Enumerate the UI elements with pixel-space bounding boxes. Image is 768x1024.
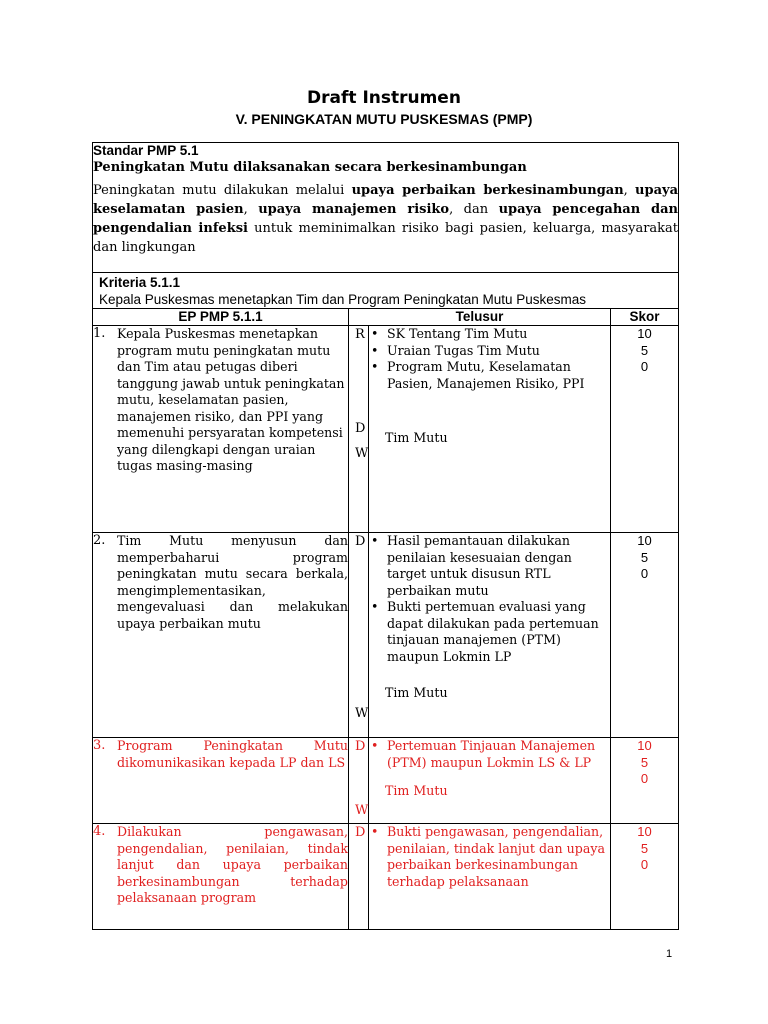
score-value: 10 <box>637 533 652 548</box>
document-title: Draft Instrumen <box>307 88 461 108</box>
list-item: • Program Mutu, Keselamatan Pasien, Manajemen Risiko, PPI <box>371 359 585 391</box>
code-cell <box>349 533 369 738</box>
bullet-icon: • <box>371 599 379 614</box>
code-cell <box>349 326 369 533</box>
score-value: 5 <box>640 754 649 770</box>
col-header-telusur: Telusur <box>349 309 611 326</box>
bullet-icon: • <box>371 824 379 839</box>
table-row <box>93 326 679 533</box>
skor-cell <box>611 824 679 930</box>
table-row <box>93 824 679 930</box>
code-cell <box>349 824 369 930</box>
document-subtitle: V. PENINGKATAN MUTU PUSKESMAS (PMP) <box>235 111 533 127</box>
bullet-icon: • <box>371 359 379 374</box>
kriteria-label: Kriteria 5.1.1 <box>99 275 181 290</box>
score-value: 0 <box>640 359 649 374</box>
code-label: D <box>355 421 366 436</box>
standar-cell <box>93 143 679 273</box>
table-row <box>93 533 679 738</box>
ep-number: 2. <box>93 533 106 548</box>
code-label: R <box>355 327 365 342</box>
kriteria-text: Kepala Puskesmas menetapkan Tim dan Program Peningkatan Mutu Puskesmas <box>99 292 587 307</box>
ep-text: Tim Mutu menyusun dan memperbaharui program peningkatan mutu secara berkala, mengimplementasikan, mengevaluasi dan melakukan upaya perbaikan mutu <box>117 533 348 631</box>
bullet-icon: • <box>371 326 379 341</box>
score-value: 10 <box>637 824 652 839</box>
score-value: 5 <box>640 840 649 856</box>
ep-cell <box>93 533 349 738</box>
telusur-extra: Tim Mutu <box>385 783 448 798</box>
code-label: D <box>355 825 366 840</box>
telusur-cell <box>369 824 611 930</box>
ep-cell <box>93 738 349 824</box>
code-label: W <box>355 803 369 818</box>
code-label: D <box>355 739 366 754</box>
ep-number: 3. <box>93 738 106 753</box>
column-header-row <box>93 309 679 326</box>
bullet-icon: • <box>371 533 379 548</box>
bullet-icon: • <box>371 738 379 753</box>
standar-body: Peningkatan mutu dilakukan melalui upaya perbaikan berkesinambungan, upaya keselamatan pasien, upaya manajemen risiko, dan upaya pencegahan dan pengendalian infeksi untuk meminimalkan risiko bagi pasien, keluarga, masyarakat dan lingkungan <box>93 183 679 255</box>
bullet-icon: • <box>371 342 379 358</box>
skor-cell <box>611 533 679 738</box>
code-label: W <box>355 446 369 461</box>
standar-label: Standar PMP 5.1 <box>93 143 199 158</box>
ep-cell <box>93 824 349 930</box>
telusur-extra: Tim Mutu <box>385 685 448 700</box>
ep-text: Program Peningkatan Mutu dikomunikasikan kepada LP dan LS <box>117 738 348 770</box>
code-label: D <box>355 534 366 549</box>
ep-text: Kepala Puskesmas menetapkan program mutu peningkatan mutu dan Tim atau petugas diberi tanggung jawab untuk peningkatan mutu, keselamatan pasien, manajemen risiko, dan PPI yang memenuhi persyaratan kompetensi yang dilengkapi dengan uraian tugas masing-masing <box>117 326 345 473</box>
telusur-cell <box>369 533 611 738</box>
score-value: 0 <box>640 857 649 872</box>
standar-title: Peningkatan Mutu dilaksanakan secara berkesinambungan <box>93 160 527 175</box>
list-item: • Hasil pemantauan dilakukan penilaian kesesuaian dengan target untuk disusun RTL perbaikan mutu <box>371 533 572 598</box>
code-label: W <box>355 706 369 721</box>
instrument-table <box>92 142 679 930</box>
ep-cell <box>93 326 349 533</box>
standar-row <box>93 143 679 273</box>
score-value: 10 <box>637 326 652 341</box>
col-header-skor: Skor <box>611 309 679 326</box>
kriteria-cell <box>93 273 679 309</box>
list-item: • SK Tentang Tim Mutu <box>371 326 528 341</box>
code-cell <box>349 738 369 824</box>
ep-number: 4. <box>93 824 106 839</box>
ep-text: Dilakukan pengawasan, pengendalian, penilaian, tindak lanjut dan upaya perbaikan berkesinambungan terhadap pelaksanaan program <box>117 824 348 905</box>
telusur-cell <box>369 326 611 533</box>
skor-cell <box>611 326 679 533</box>
score-value: 5 <box>640 342 649 358</box>
skor-cell <box>611 738 679 824</box>
telusur-extra: Tim Mutu <box>385 430 448 445</box>
score-value: 5 <box>640 549 649 565</box>
page-number: 1 <box>666 948 673 960</box>
score-value: 10 <box>637 738 652 753</box>
ep-number: 1. <box>93 326 106 341</box>
kriteria-row <box>93 273 679 309</box>
score-value: 0 <box>640 771 649 786</box>
col-header-ep: EP PMP 5.1.1 <box>93 309 349 326</box>
score-value: 0 <box>640 566 649 581</box>
list-item: • Bukti pengawasan, pengendalian, penilaian, tindak lanjut dan upaya perbaikan berkesinambungan terhadap pelaksanaan <box>371 824 605 889</box>
table-row <box>93 738 679 824</box>
list-item: • Bukti pertemuan evaluasi yang dapat dilakukan pada pertemuan tinjauan manajemen (PTM) maupun Lokmin LP <box>371 599 599 664</box>
telusur-cell <box>369 738 611 824</box>
list-item: • Uraian Tugas Tim Mutu <box>371 342 540 358</box>
list-item: • Pertemuan Tinjauan Manajemen (PTM) maupun Lokmin LS & LP <box>371 738 596 770</box>
